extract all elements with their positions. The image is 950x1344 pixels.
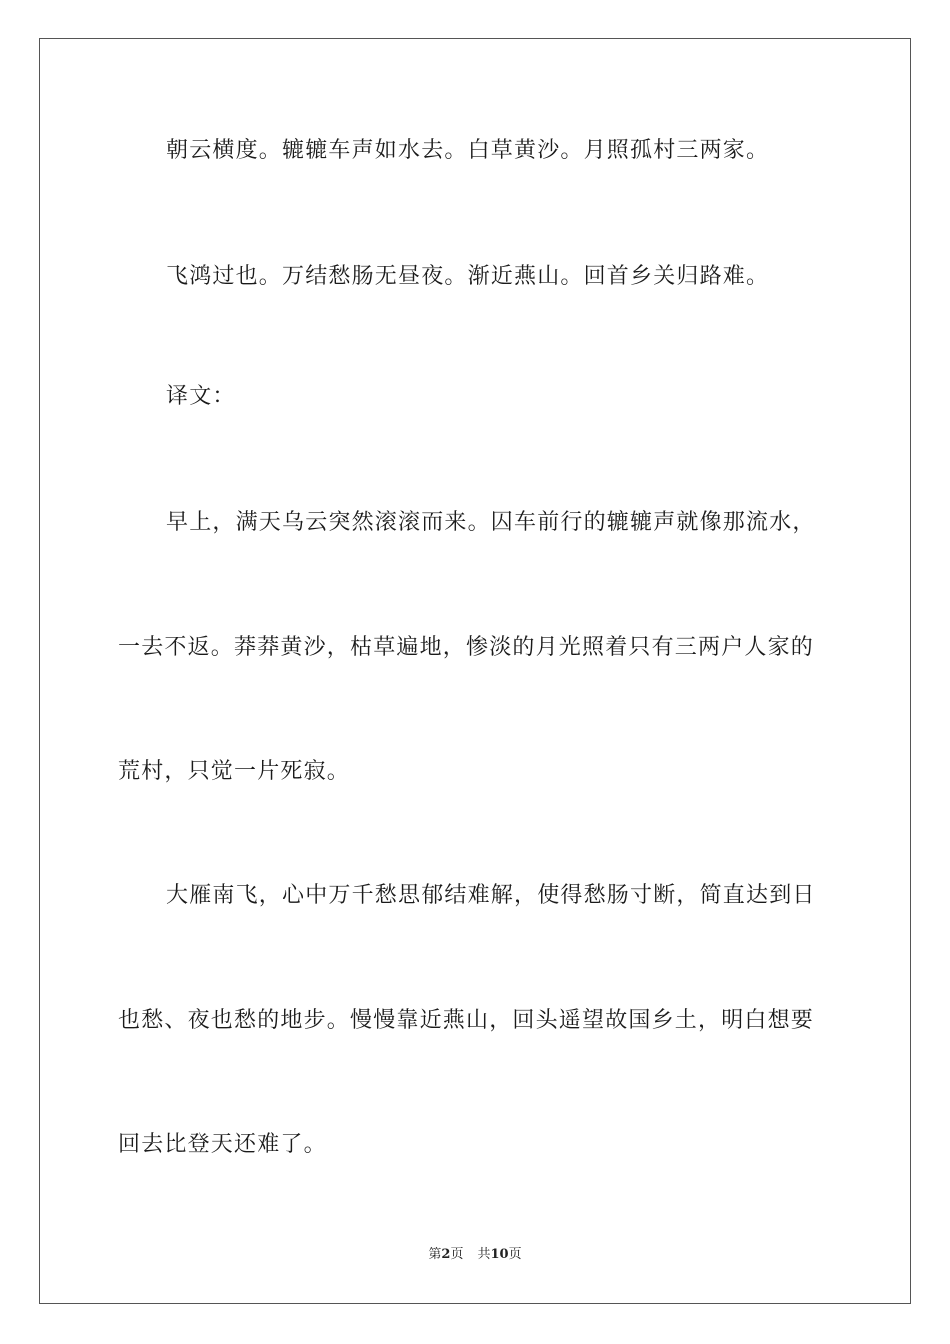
footer-total-suffix: 页	[508, 1247, 522, 1262]
paragraph-1-line-1: 早上，满天乌云突然滚滚而来。囚车前行的辘辘声就像那流水，	[166, 510, 816, 535]
page-frame	[39, 38, 911, 1304]
footer-total-pages: 10	[490, 1247, 509, 1262]
poem-line-1: 朝云横度。辘辘车声如水去。白草黄沙。月照孤村三两家。	[166, 138, 770, 163]
footer-total-prefix: 共	[477, 1247, 491, 1262]
paragraph-2-line-1: 大雁南飞，心中万千愁思郁结难解，使得愁肠寸断，简直达到日	[166, 883, 816, 908]
page-footer	[0, 1246, 950, 1264]
poem-line-2: 飞鸿过也。万结愁肠无昼夜。渐近燕山。回首乡关归路难。	[166, 264, 770, 289]
paragraph-1-line-3: 荒村，只觉一片死寂。	[118, 759, 351, 784]
footer-prefix: 第	[428, 1247, 442, 1262]
paragraph-2-line-2: 也愁、夜也愁的地步。慢慢靠近燕山，回头遥望故国乡土，明白想要	[118, 1008, 815, 1033]
footer-page-suffix: 页	[450, 1247, 464, 1262]
paragraph-2-line-3: 回去比登天还难了。	[118, 1132, 327, 1157]
translation-heading: 译文：	[166, 384, 236, 409]
paragraph-1-line-2: 一去不返。莽莽黄沙，枯草遍地，惨淡的月光照着只有三两户人家的	[118, 635, 815, 660]
footer-page-number: 2	[441, 1247, 451, 1262]
